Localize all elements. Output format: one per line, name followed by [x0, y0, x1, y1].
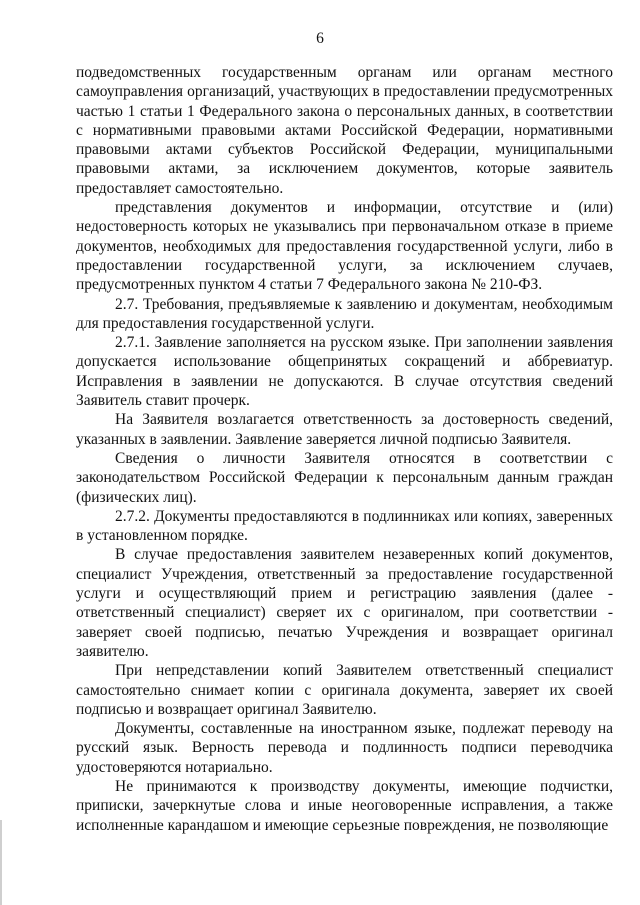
paragraph-continuation-personal-data: подведомственных государственным органам или органам местного самоуправления организаций, участвующих в предоставлении предусмотренных частью 1 статьи 1 Федерального закона о персональных данных, в соответствии с нормативными правовыми актами Российской Федерации, нормативными правовыми актами субъектов Российской Федерации, муниципальными правовыми актами, за исключением документов, которые заявитель предоставляет самостоятельно.: [76, 64, 613, 197]
paragraph-personal-data: Сведения о личности Заявителя относятся в соответствии с законодательством Российской Федерации к персональным данным граждан (физических лиц).: [76, 449, 613, 506]
paragraph-applicant-responsibility: На Заявителя возлагается ответственность за достоверность сведений, указанных в заявлении. Заявление заверяется личной подписью Заявителя.: [76, 411, 613, 448]
paragraph-2-7-1-application: 2.7.1. Заявление заполняется на русском языке. При заполнении заявления допускается использование общепринятых сокращений и аббревиатур. Исправления в заявлении не допускаются. В случае отсутствия сведений Заявитель ставит прочерк.: [76, 334, 613, 410]
paragraph-unverified-copies: В случае предоставления заявителем незаверенных копий документов, специалист Учреждения, ответственный за предоставление государственной услуги и осуществляющий прием и регистрацию заявления (далее - ответственный специалист) сверяет их с оригиналом, при соответствии - заверяет своей подписью, печатью Учреждения и возвращает оригинал заявителю.: [76, 546, 613, 660]
document-body: [76, 63, 613, 835]
paragraph-not-accepted-documents: Не принимаются к производству документы, имеющие подчистки, приписки, зачеркнутые слова и иные неоговоренные исправления, а также исполненные карандашом и имеющие серьезные повреждения, не позволяющие: [76, 777, 613, 834]
page-number: 6: [316, 30, 324, 47]
paragraph-copies-not-provided: При непредставлении копий Заявителем ответственный специалист самостоятельно снимает копии с оригинала документа, заверяет их своей подписью и возвращает оригинал Заявителю.: [76, 662, 613, 718]
paragraph-documents-information: представления документов и информации, отсутствие и (или) недостоверность которых не указывались при первоначальном отказе в приеме документов, необходимых для предоставления государственной услуги, либо в предоставлении государственной услуги, за исключением случаев, предусмотренных пунктом 4 статьи 7 Федерального закона № 210-ФЗ.: [76, 199, 613, 294]
scan-edge-shadow: [0, 820, 2, 905]
paragraph-2-7-2-documents: 2.7.2. Документы предоставляются в подлинниках или копиях, заверенных в установленном порядке.: [76, 507, 613, 545]
paragraph-foreign-language: Документы, составленные на иностранном языке, подлежат переводу на русский язык. Верность перевода и подлинность подписи переводчика удостоверяются нотариально.: [76, 720, 613, 776]
paragraph-2-7-requirements: 2.7. Требования, предъявляемые к заявлению и документам, необходимым для предоставления государственной услуги.: [76, 295, 613, 332]
